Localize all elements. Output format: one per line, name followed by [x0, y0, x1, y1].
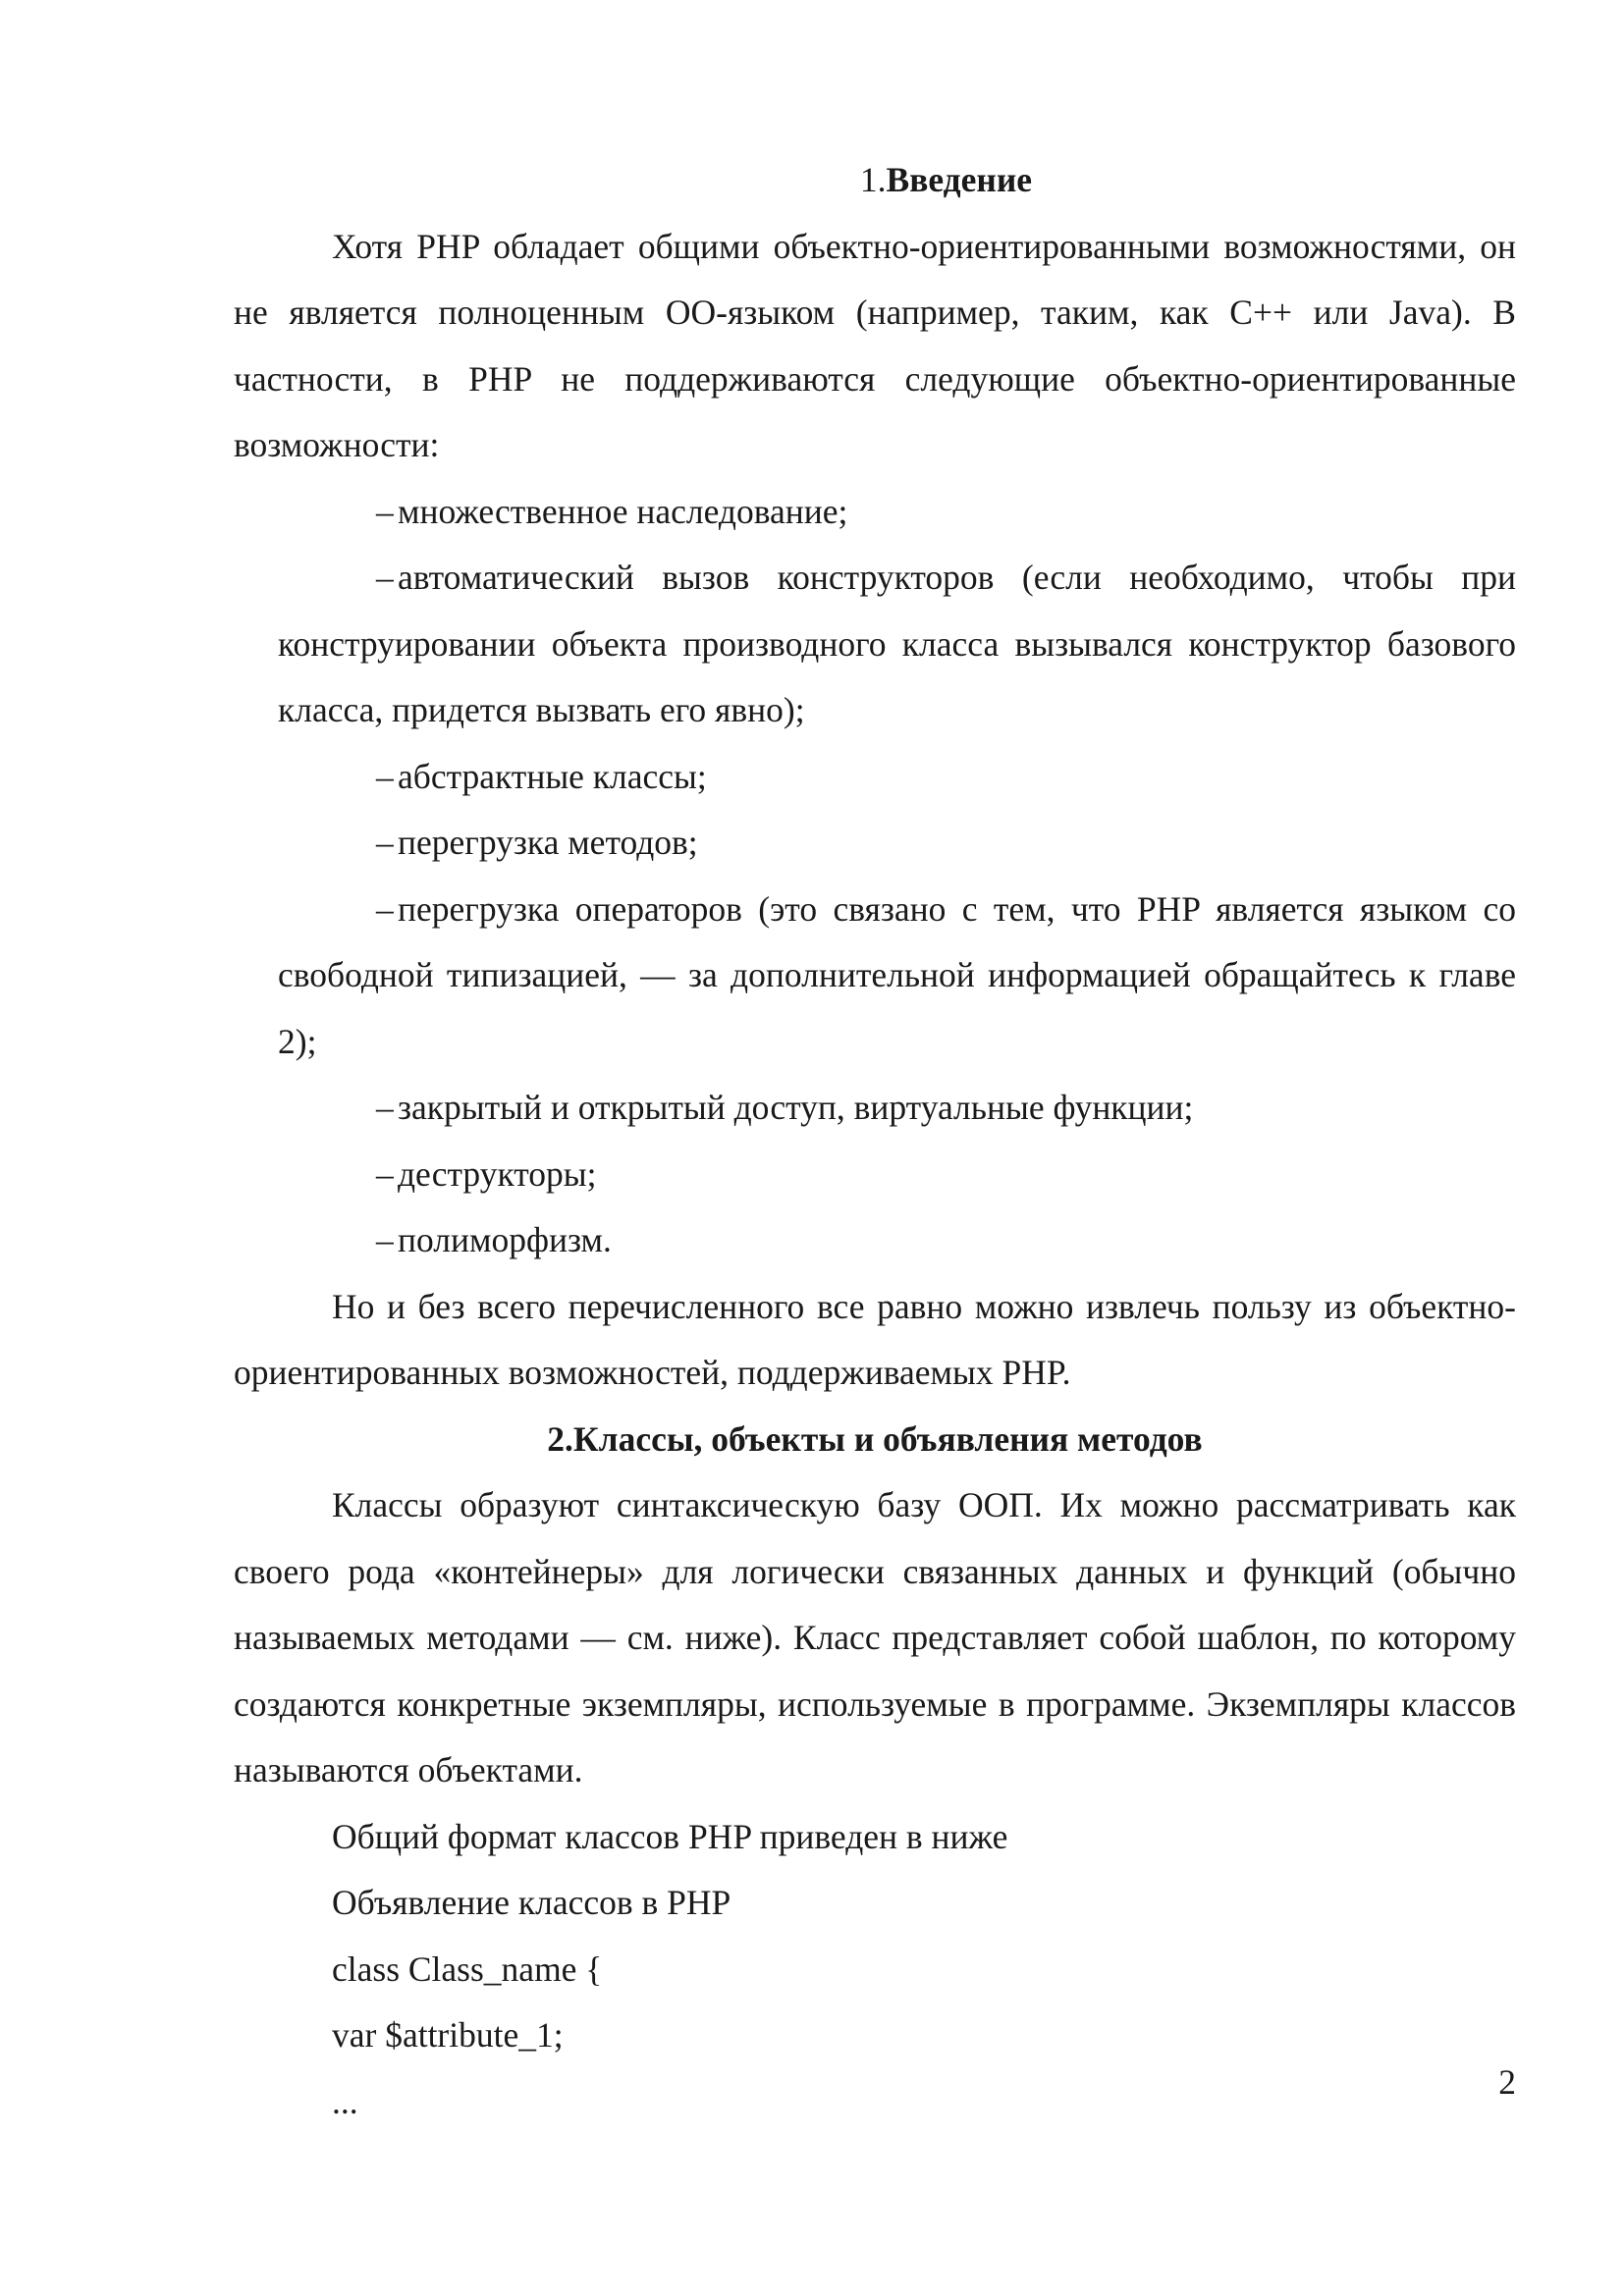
code-line: class Class_name {: [332, 1949, 603, 1989]
section-1-title: Введение: [886, 160, 1033, 199]
list-dash: –: [376, 756, 394, 796]
list-dash: –: [376, 491, 394, 531]
list-dash: –: [376, 1088, 394, 1127]
list-item: [234, 877, 1516, 1076]
list-item-text: абстрактные классы;: [398, 756, 707, 796]
list-item: [234, 810, 1516, 877]
code-line: ...: [332, 2081, 358, 2121]
list-item: [234, 545, 1516, 744]
list-item: [234, 1207, 1516, 1274]
list-dash: –: [376, 558, 394, 597]
list-item: [234, 744, 1516, 811]
declaration-caption: Объявление классов в PHP: [332, 1883, 731, 1922]
list-item-text: деструкторы;: [398, 1153, 597, 1194]
section-1-number: 1.: [859, 160, 887, 199]
section-2-title: 2.Классы, объекты и объявления методов: [547, 1418, 1203, 1459]
list-item-text: перегрузка методов;: [398, 823, 698, 862]
list-item: [234, 1142, 1516, 1208]
list-dash: –: [376, 888, 394, 929]
list-item: [234, 479, 1516, 546]
list-item: [234, 1075, 1516, 1142]
code-line: var $attribute_1;: [332, 2015, 564, 2055]
document-page: [234, 147, 1516, 2135]
list-item-text: множественное наследование;: [398, 491, 848, 531]
list-item-text: полиморфизм.: [398, 1220, 612, 1259]
section-1-heading: [234, 147, 1516, 214]
list-item-text: автоматический вызов конструкторов (если необходимо, чтобы при конструировании объекта производного класса вызывался конструктор базового класса, придется вызвать его явно);: [278, 558, 1516, 729]
section-2-heading: [234, 1407, 1516, 1473]
list-item-text: перегрузка операторов (это связано с тем, что PHP является языком со свободной типизацией, — за дополнительной информацией обращайтесь к главе 2);: [278, 888, 1516, 1061]
page-number: 2: [1498, 2062, 1516, 2102]
list-item-text: закрытый и открытый доступ, виртуальные функции;: [398, 1088, 1194, 1127]
conclusion-paragraph: Но и без всего перечисленного все равно можно извлечь пользу из объектно-ориентированных возможностей, поддерживаемых PHP.: [234, 1286, 1516, 1392]
list-dash: –: [376, 823, 394, 862]
intro-paragraph: Хотя PHP обладает общими объектно-ориентированными возможностями, он не является полноценным ОО-языком (например, таким, как С++ или Java). В частности, в PHP не поддерживаются следующие объектно-ориентированные возможности:: [234, 226, 1516, 464]
format-line: Общий формат классов PHP приведен в ниже: [332, 1816, 1008, 1856]
feature-list: [234, 479, 1516, 1274]
classes-paragraph: Классы образуют синтаксическую базу ООП. Их можно рассматривать как своего рода «контейнеры» для логически связанных данных и функций (обычно называемых методами — см. ниже). Класс представляет собой шаблон, по которому создаются конкретные экземпляры, используемые в программе. Экземпляры классов называются объектами.: [234, 1485, 1516, 1789]
list-dash: –: [376, 1220, 394, 1259]
list-dash: –: [376, 1153, 394, 1194]
